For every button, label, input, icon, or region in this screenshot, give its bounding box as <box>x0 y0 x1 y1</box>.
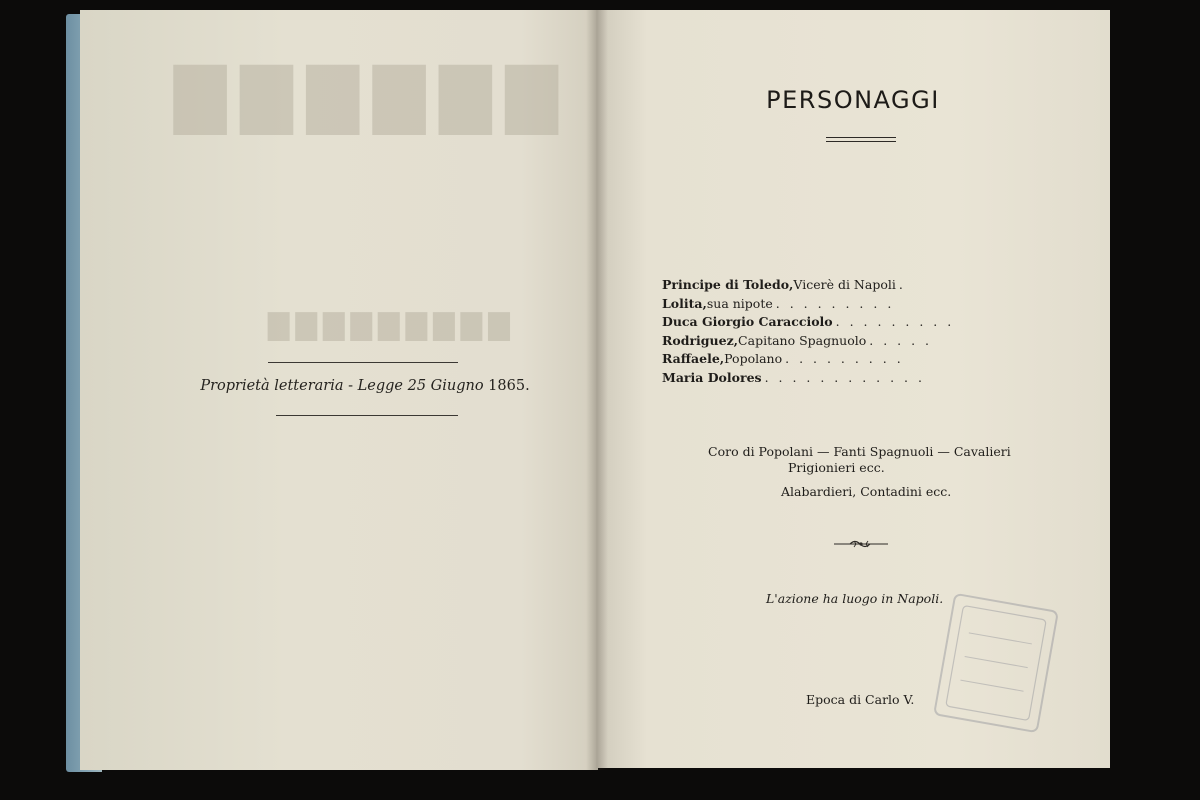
copyright-year: 1865. <box>483 378 530 394</box>
cast-row <box>662 350 912 369</box>
cast-row <box>662 295 912 314</box>
period-note: Epoca di Carlo V. <box>806 692 915 707</box>
copyright-prefix: Proprietà letteraria <box>200 378 344 394</box>
cast-name: Maria Dolores <box>662 369 762 385</box>
book-gutter <box>586 10 608 770</box>
cast-list <box>662 276 955 387</box>
copyright-law: Legge 25 Giugno <box>357 378 484 394</box>
cast-role: Capitano Spagnuolo <box>738 332 867 348</box>
cast-name: Principe di Toledo, <box>662 277 794 292</box>
cast-dots: . . . . . . . . . <box>775 295 895 311</box>
cast-role: Popolano <box>724 351 783 366</box>
cast-row <box>662 369 925 388</box>
cast-dots: . . . . . . . . . . . . <box>764 369 925 385</box>
cast-dots: . . . . . <box>869 332 933 348</box>
chorus-line-2: Prigionieri ecc. <box>788 460 885 475</box>
show-through-title: ▇▇▇▇▇▇ <box>160 56 558 135</box>
library-stamp-icon <box>930 589 1063 736</box>
setting-note: L'azione ha luogo in Napoli. <box>766 591 944 606</box>
ornament-divider-icon <box>834 537 888 551</box>
cast-dots: . <box>898 277 906 292</box>
cast-row <box>662 276 912 295</box>
chorus-line-1: Coro di Popolani — Fanti Spagnuoli — Cavalieri <box>708 444 1011 459</box>
title-double-rule <box>826 137 896 142</box>
copyright-notice <box>160 378 570 394</box>
cast-row <box>662 332 933 351</box>
cast-name: Rodriguez, <box>662 332 739 348</box>
copyright-bottom-rule <box>276 415 458 416</box>
copyright-top-rule <box>268 362 458 363</box>
show-through-name: ▇▇▇▇▇▇▇▇▇ <box>262 308 510 341</box>
copyright-separator: - <box>343 378 358 394</box>
cast-dots: . . . . . . . . . <box>785 351 904 366</box>
cast-name: Raffaele, <box>662 351 725 366</box>
cast-role: Vicerè di Napoli <box>793 277 896 292</box>
cast-row <box>662 313 955 332</box>
cast-dots: . . . . . . . . . <box>835 314 955 329</box>
cast-name: Lolita, <box>662 295 707 311</box>
cast-name: Duca Giorgio Caracciolo <box>662 314 833 329</box>
chorus-line-3: Alabardieri, Contadini ecc. <box>781 484 952 499</box>
page-title: PERSONAGGI <box>766 86 940 114</box>
cast-role: sua nipote <box>706 295 773 311</box>
